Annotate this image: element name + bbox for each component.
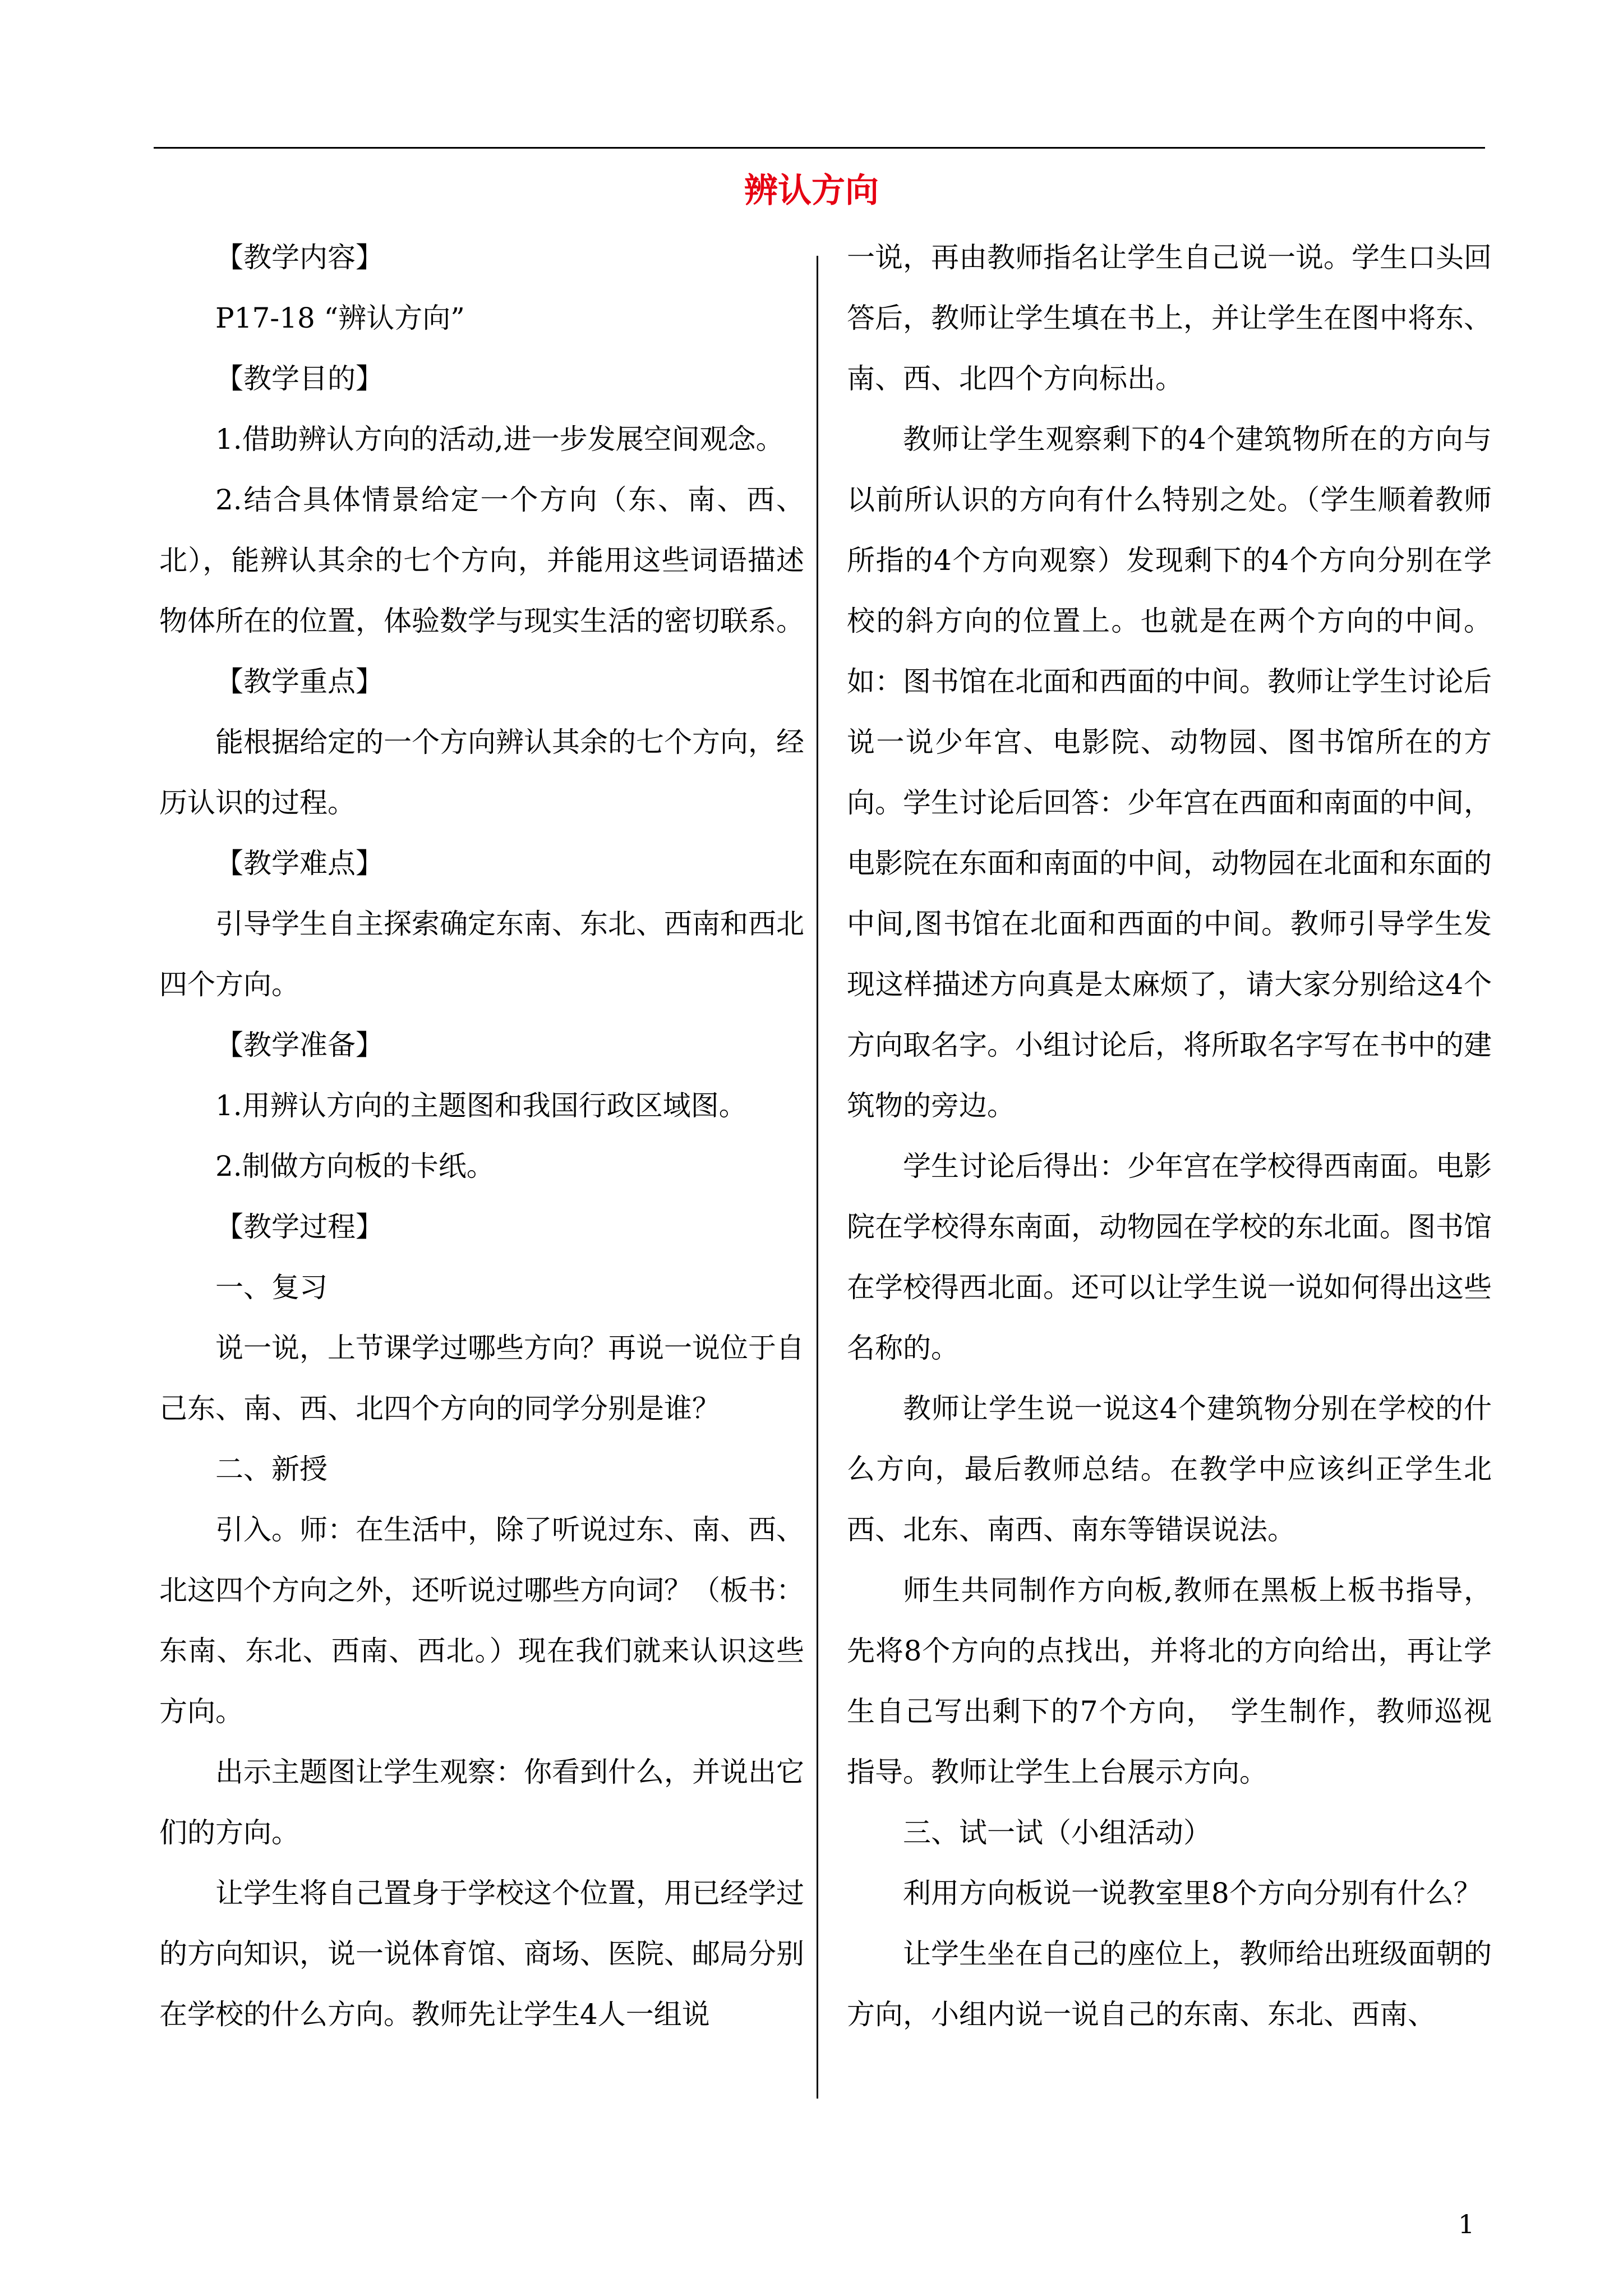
paragraph: 一说，再由教师指名让学生自己说一说。学生口头回答后，教师让学生填在书上，并让学生在图中将东、南、西、北四个方向标出。	[847, 241, 1492, 395]
paragraph: 【教学内容】	[215, 241, 384, 274]
paragraph: 教师让学生观察剩下的4个建筑物所在的方向与以前所认识的方向有什么特别之处。（学生顺着教师所指的4个方向观察）发现剩下的4个方向分别在学校的斜方向的位置上。也就是在两个方向的中间。如：图书馆在北面和西面的中间。教师让学生讨论后说一说少年宫、电影院、动物园、图书馆所在的方向。学生讨论后回答：少年宫在西面和南面的中间，电影院在东面和南面的中间，动物园在北面和东面的中间,图书馆在北面和西面的中间。教师引导学生发现这样描述方向真是太麻烦了，请大家分别给这4个方向取名字。小组讨论后，将所取名字写在书中的建筑物的旁边。	[847, 423, 1492, 1122]
paragraph: 【教学目的】	[215, 362, 384, 395]
paragraph: 1.借助辨认方向的活动,进一步发展空间观念。	[215, 423, 784, 455]
paragraph: 三、试一试（小组活动）	[903, 1816, 1211, 1849]
header-rule	[154, 147, 1485, 149]
paragraph: 师生共同制作方向板,教师在黑板上板书指导，先将8个方向的点找出，并将北的方向给出，再让学生自己写出剩下的7个方向， 学生制作，教师巡视指导。教师让学生上台展示方向。	[847, 1574, 1492, 1788]
paragraph: 教师让学生说一说这4个建筑物分别在学校的什么方向，最后教师总结。在教学中应该纠正学生北西、北东、南西、南东等错误说法。	[847, 1392, 1492, 1546]
left-column	[159, 227, 804, 2045]
paragraph: 一、复习	[215, 1271, 328, 1304]
paragraph: 学生讨论后得出：少年宫在学校得西南面。电影院在学校得东南面，动物园在学校的东北面。图书馆在学校得西北面。还可以让学生说一说如何得出这些名称的。	[847, 1150, 1492, 1364]
paragraph: 二、新授	[215, 1453, 328, 1485]
paragraph: 让学生将自己置身于学校这个位置，用已经学过的方向知识，说一说体育馆、商场、医院、邮局分别在学校的什么方向。教师先让学生4人一组说	[159, 1877, 804, 2031]
paragraph: 让学生坐在自己的座位上，教师给出班级面朝的方向，小组内说一说自己的东南、东北、西南、	[847, 1938, 1492, 2031]
paragraph: 2.结合具体情景给定一个方向（东、南、西、北），能辨认其余的七个方向，并能用这些词语描述物体所在的位置，体验数学与现实生活的密切联系。	[159, 484, 804, 637]
paragraph: 【教学重点】	[215, 665, 384, 698]
column-divider	[817, 256, 818, 2099]
paragraph: 【教学过程】	[215, 1211, 384, 1243]
paragraph: 2.制做方向板的卡纸。	[215, 1150, 495, 1182]
paragraph: 引导学生自主探索确定东南、东北、西南和西北四个方向。	[159, 908, 804, 1001]
page-title: 辨认方向	[744, 171, 879, 210]
paragraph: 利用方向板说一说教室里8个方向分别有什么？	[903, 1877, 1482, 1910]
paragraph: 1.用辨认方向的主题图和我国行政区域图。	[215, 1089, 747, 1122]
paragraph: 引入。师：在生活中，除了听说过东、南、西、北这四个方向之外，还听说过哪些方向词？（板书：东南、东北、西南、西北。）现在我们就来认识这些方向。	[159, 1513, 804, 1728]
paragraph: 出示主题图让学生观察：你看到什么，并说出它们的方向。	[159, 1756, 804, 1849]
paragraph: 【教学难点】	[215, 847, 384, 880]
paragraph: 【教学准备】	[215, 1029, 384, 1061]
paragraph: 说一说，上节课学过哪些方向？再说一说位于自己东、南、西、北四个方向的同学分别是谁？	[159, 1332, 804, 1425]
paragraph: 能根据给定的一个方向辨认其余的七个方向，经历认识的过程。	[159, 726, 804, 819]
page-number: 1	[1458, 2209, 1475, 2239]
paragraph: P17-18 “辨认方向”	[215, 302, 465, 334]
right-column	[847, 227, 1492, 2045]
